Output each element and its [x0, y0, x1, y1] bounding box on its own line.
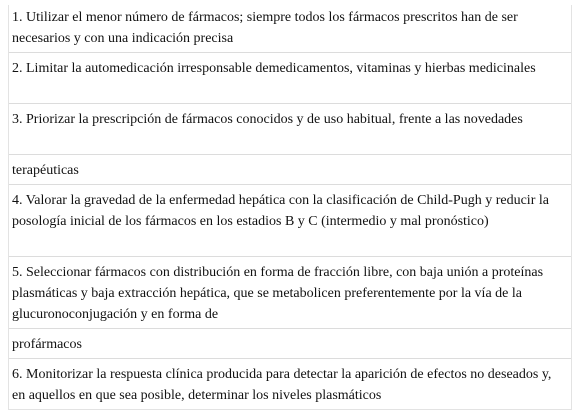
- table-row: 6. Monitorizar la respuesta clínica producida para detectar la aparición de efectos no deseados y, en aquellos en que sea posible, determinar los niveles plasmáticos: [9, 359, 571, 410]
- table-row: profármacos: [9, 329, 571, 359]
- table-row: 3. Priorizar la prescripción de fármacos conocidos y de uso habitual, frente a las novedades: [9, 104, 571, 155]
- table-row: 4. Valorar la gravedad de la enfermedad hepática con la clasificación de Child-Pugh y reducir la posología inicial de los fármacos en los estadios B y C (intermedio y mal pronóstico): [9, 185, 571, 257]
- table-row: 1. Utilizar el menor número de fármacos; siempre todos los fármacos prescritos han de ser necesarios y con una indicación precisa: [9, 5, 571, 53]
- table-row: 2. Limitar la automedicación irresponsable demedicamentos, vitaminas y hierbas medicinales: [9, 53, 571, 104]
- recommendations-table: [8, 5, 572, 410]
- table-row: terapéuticas: [9, 155, 571, 185]
- table-row: 5. Seleccionar fármacos con distribución en forma de fracción libre, con baja unión a proteínas plasmáticas y baja extracción hepática, que se metabolicen preferentemente por la vía de la glucuronoconjugación y en forma de: [9, 257, 571, 329]
